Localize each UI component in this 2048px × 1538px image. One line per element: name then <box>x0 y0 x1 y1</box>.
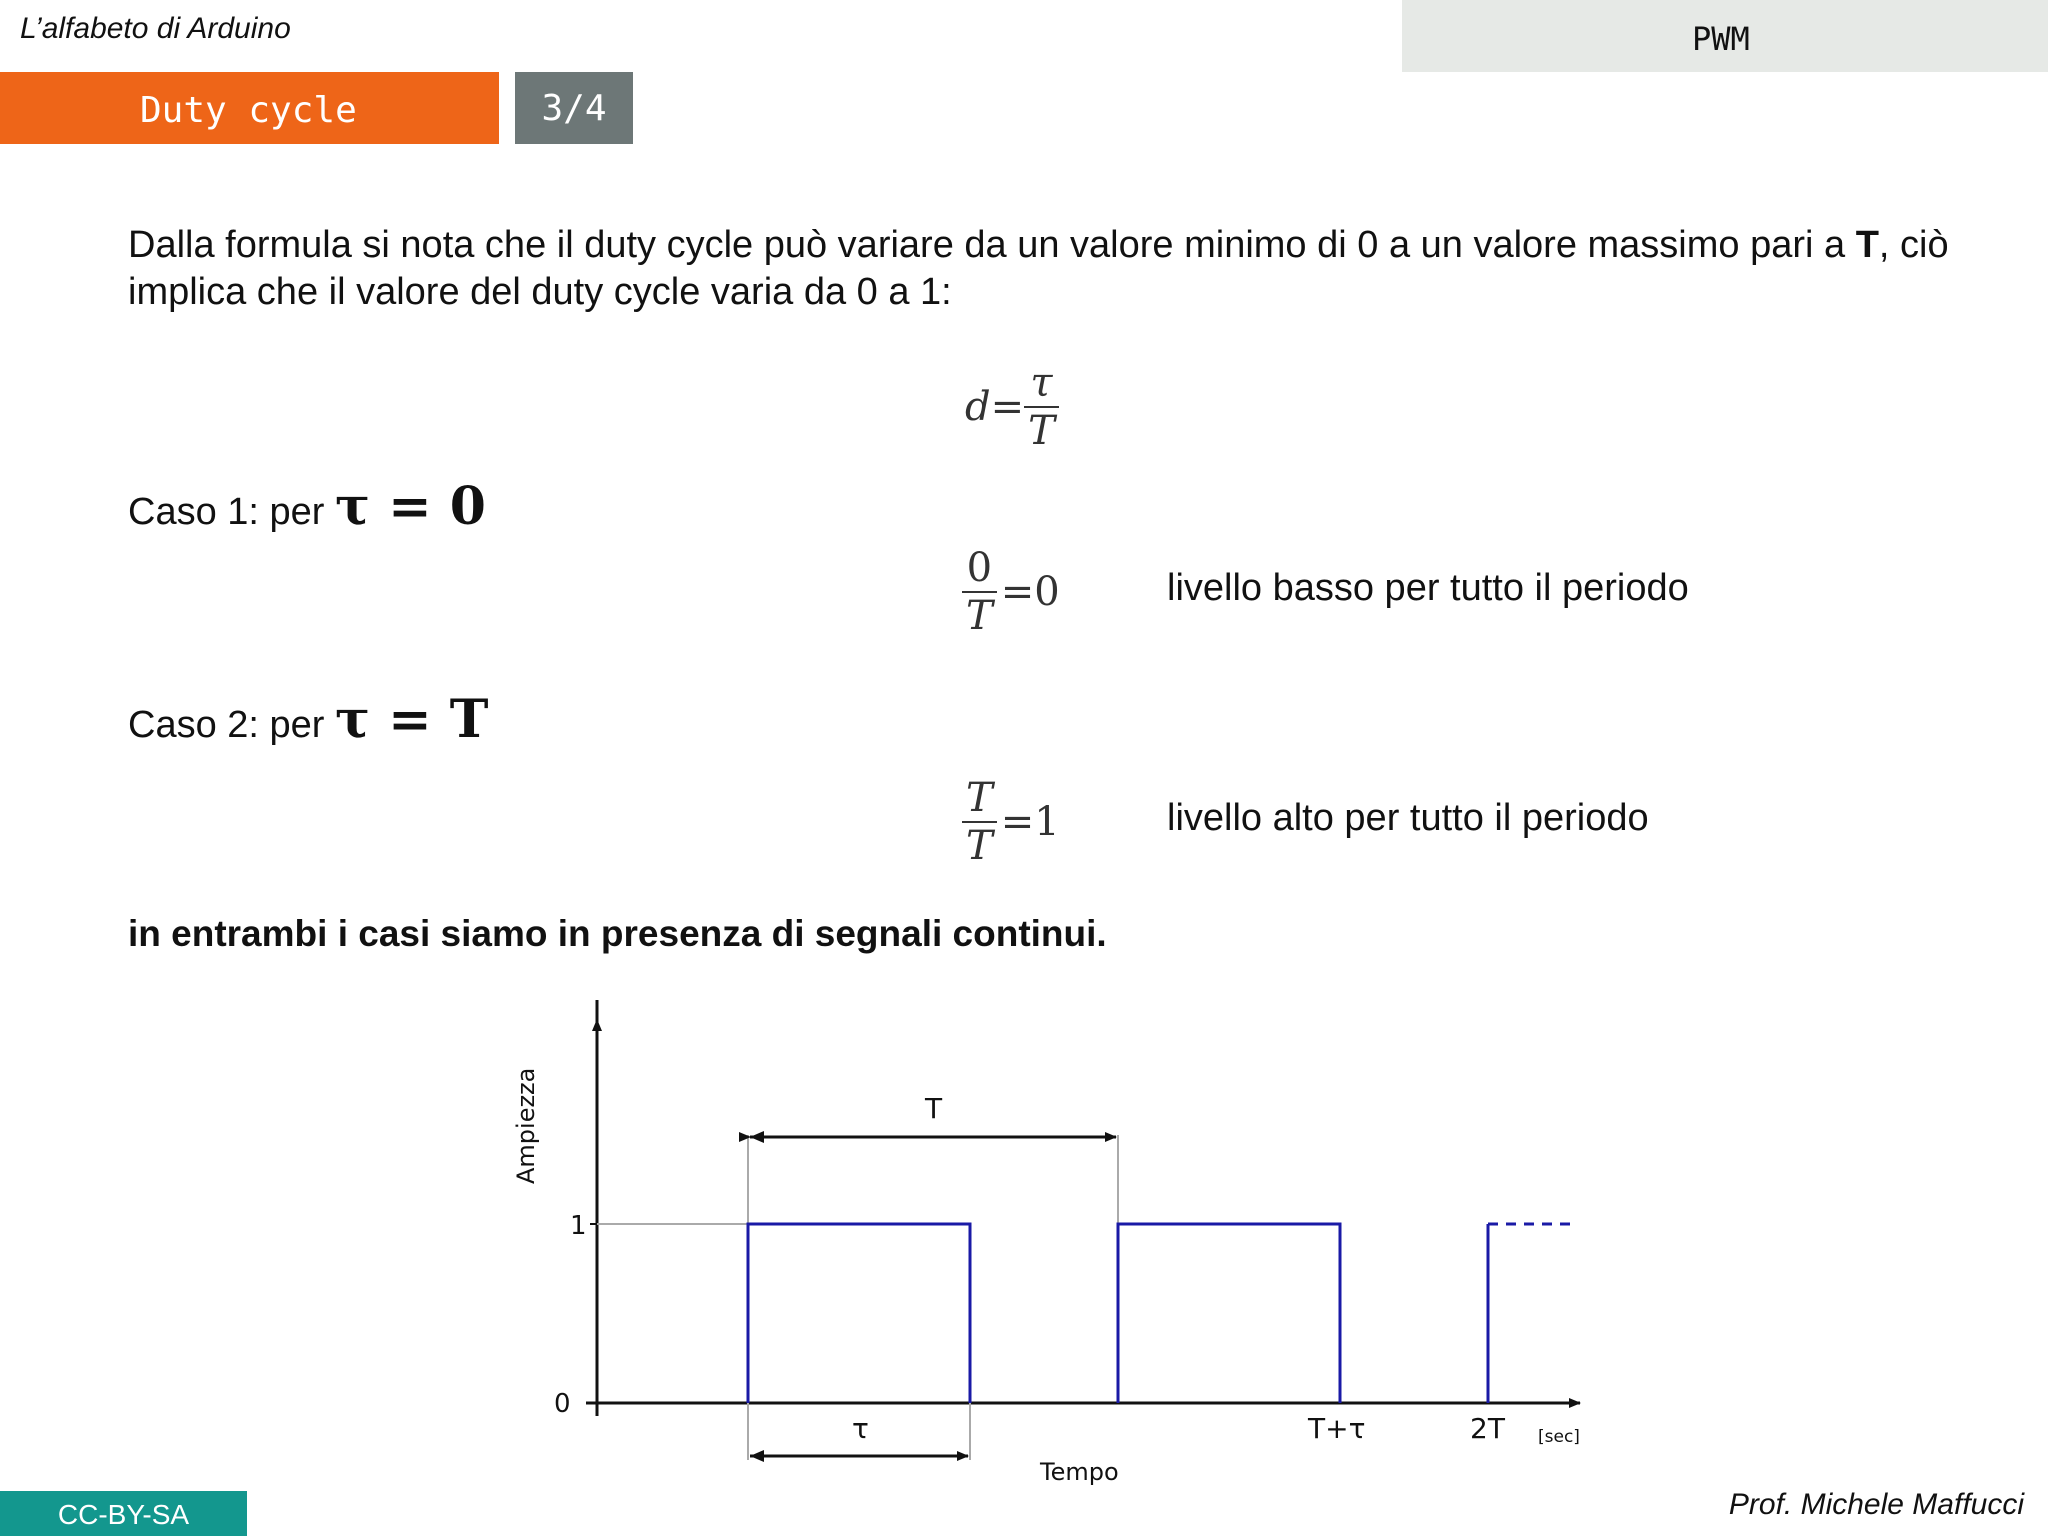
case-1-denominator: T <box>966 593 993 639</box>
case-1-fraction <box>962 545 997 639</box>
case-2-text: Caso 2: per <box>128 704 335 746</box>
case-1-formula <box>962 545 1060 639</box>
y-axis-label: Ampiezza <box>512 1067 540 1184</box>
topic-label: PWM <box>1692 20 1750 58</box>
formula-numerator: τ <box>1030 360 1053 406</box>
period-arrow-left-head <box>750 1131 764 1143</box>
case-1-label <box>128 476 486 537</box>
t-plus-tau-label: T+τ <box>1308 1412 1366 1445</box>
period-label: T <box>925 1092 943 1125</box>
case-2-formula <box>962 775 1060 869</box>
tau-arrow-left-head <box>750 1450 764 1462</box>
x-axis-label: Tempo <box>1040 1458 1119 1486</box>
course-title: L’alfabeto di Arduino <box>20 12 291 45</box>
pwm-signal-diagram <box>500 1000 1620 1500</box>
intro-text-2: , ciò implica che il valore del duty cycle varia da 0 a 1: <box>128 224 1949 313</box>
case-2-denominator: T <box>966 823 993 869</box>
intro-paragraph <box>128 222 1988 316</box>
pwm-signal <box>748 1224 1488 1403</box>
license-badge: CC-BY-SA <box>0 1491 247 1536</box>
case-1-numerator: 0 <box>966 545 993 591</box>
formula-fraction <box>1024 360 1059 454</box>
case-2-fraction <box>962 775 997 869</box>
y-tick-1: 1 <box>570 1211 587 1241</box>
case-2-symbol: τ = T <box>335 689 489 750</box>
y-tick-0: 0 <box>554 1389 571 1419</box>
case-1-description: livello basso per tutto il periodo <box>1167 567 1689 609</box>
unit-label: [sec] <box>1538 1427 1580 1447</box>
case-1-result: =0 <box>1000 569 1060 615</box>
case-1-symbol: τ = 0 <box>335 476 486 537</box>
slide-title: Duty cycle <box>140 90 357 131</box>
page-indicator: 3/4 <box>515 72 633 144</box>
tau-label: τ <box>852 1412 869 1445</box>
case-1-text: Caso 1: per <box>128 491 335 533</box>
case-2-result: =1 <box>1000 799 1060 845</box>
case-2-description: livello alto per tutto il periodo <box>1167 797 1649 839</box>
formula-denominator: T <box>1028 408 1055 454</box>
conclusion-text: in entrambi i casi siamo in presenza di segnali continui. <box>128 913 1107 954</box>
duty-cycle-formula <box>965 360 1063 454</box>
two-t-label: 2T <box>1470 1412 1505 1445</box>
author-name: Prof. Michele Maffucci <box>1728 1488 2024 1521</box>
intro-bold-T: T <box>1855 224 1879 266</box>
formula-lhs: d= <box>965 384 1025 430</box>
case-2-label <box>128 689 488 750</box>
intro-text-1: Dalla formula si nota che il duty cycle può variare da un valore minimo di 0 a un valore massimo pari a <box>128 224 1856 266</box>
case-2-numerator: T <box>966 775 993 821</box>
